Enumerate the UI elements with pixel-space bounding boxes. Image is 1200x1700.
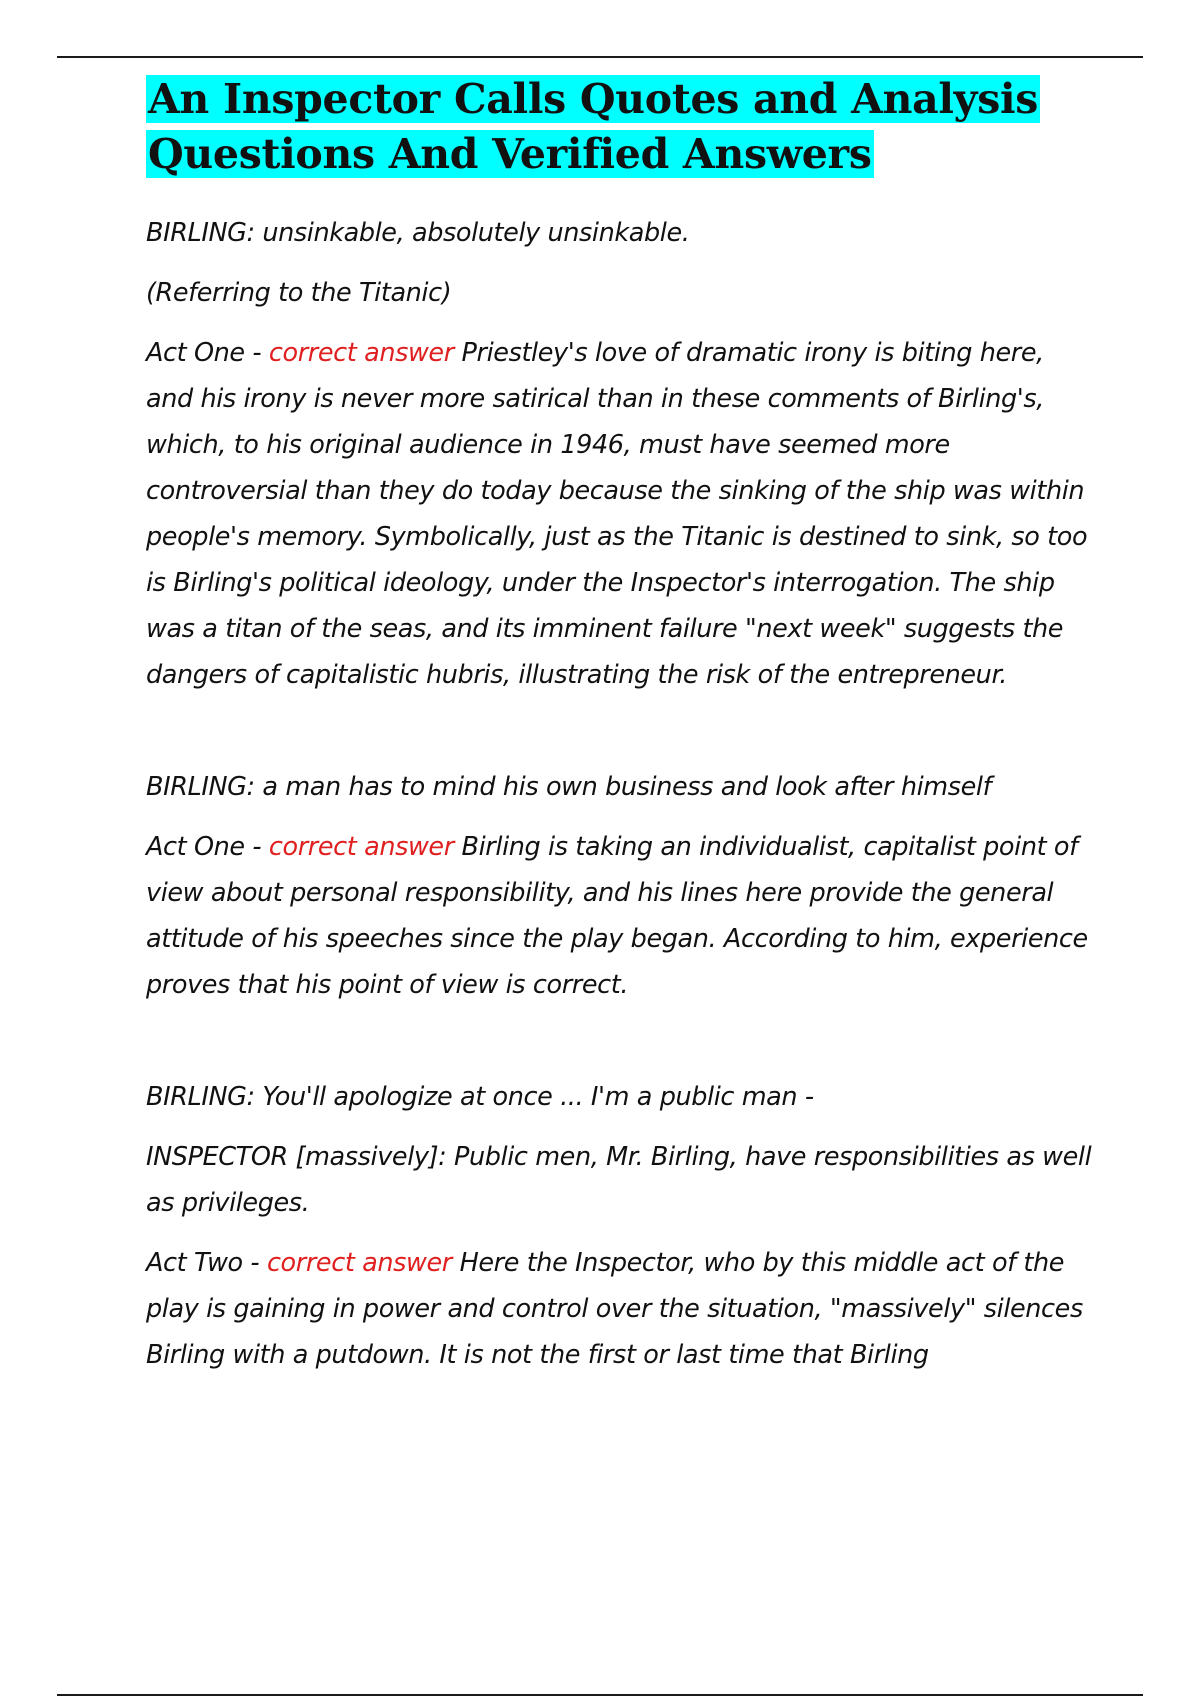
quote-2: BIRLING: a man has to mind his own business and look after himself [146,772,992,802]
answer-3-text: Here the Inspector, who by this middle act of the play is gaining in power and control over the situation, "massively" silences Birling with a putdown. It is not the first or last time that Birling [146,1248,1083,1370]
answer-2 [146,824,1096,1008]
top-rule [57,56,1143,58]
answer-1-label: correct answer [268,338,454,368]
answer-1 [146,330,1096,698]
document-body [146,72,1096,1378]
bottom-rule [57,1694,1143,1696]
answer-2-label: correct answer [268,832,454,862]
document-title [146,72,1096,182]
quote-1: BIRLING: unsinkable, absolutely unsinkable. [146,218,690,248]
quote-1-context: (Referring to the Titanic) [146,278,452,308]
answer-1-act: Act One - [146,338,269,368]
answer-3-label: correct answer [266,1248,452,1278]
title-line-1: An Inspector Calls Quotes and Analysis [148,75,1039,123]
answer-2-act: Act One - [146,832,269,862]
answer-1-text: Priestley's love of dramatic irony is biting here, and his irony is never more satirical than in these comments of Birling's, which, to his original audience in 1946, must have seemed more controversial than they do today because the sinking of the ship was within people's memory. Symbolically, just as the Titanic is destined to sink, so too is Birling's political ideology, under the Inspector's interrogation. The ship was a titan of the seas, and its imminent failure "next week" suggests the dangers of capitalistic hubris, illustrating the risk of the entrepreneur. [146,338,1088,690]
answer-3-act: Act Two - [146,1248,267,1278]
title-highlight [146,75,1040,178]
quote-3: BIRLING: You'll apologize at once ... I'm a public man - [146,1082,814,1112]
answer-2-text: Birling is taking an individualist, capitalist point of view about personal responsibility, and his lines here provide the general attitude of his speeches since the play began. According to him, experience proves that his point of view is correct. [146,832,1088,1000]
answer-3 [146,1240,1096,1378]
quote-3-context: INSPECTOR [massively]: Public men, Mr. Birling, have responsibilities as well as privileges. [146,1142,1092,1218]
title-line-2: Questions And Verified Answers [148,130,872,178]
